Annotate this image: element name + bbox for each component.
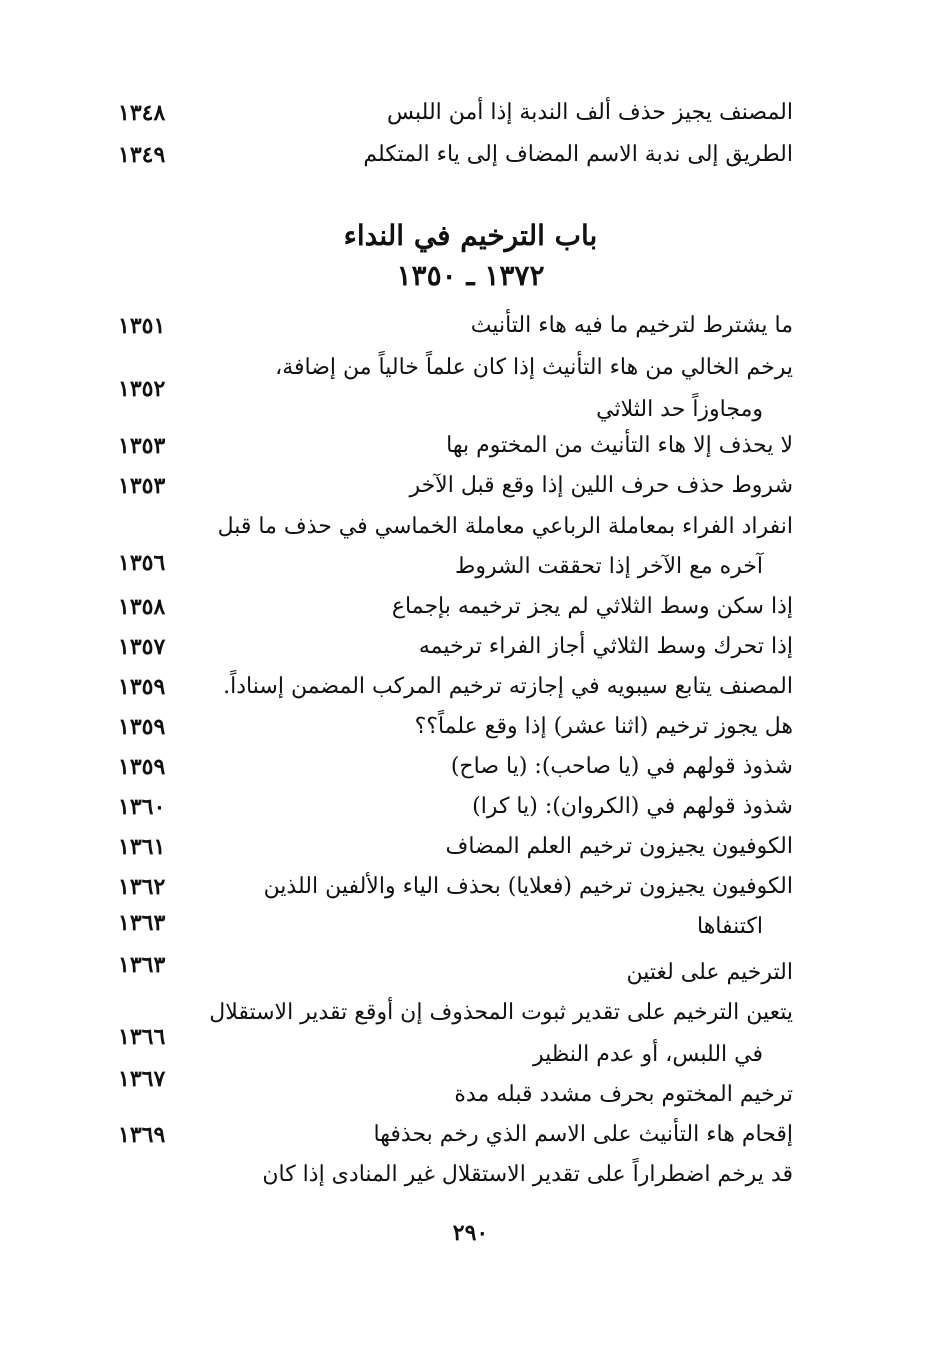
entry-page-number: ١٣٤٨ xyxy=(118,100,166,126)
entry-text: إقحام هاء التأنيث على الاسم الذي رخم بحذفها xyxy=(373,1122,793,1147)
entry-page-number: ١٣٦١ xyxy=(118,834,166,860)
entry-text-continuation: آخره مع الآخر إذا تحققت الشروط xyxy=(455,554,763,579)
entry-page-number: ١٣٥٨ xyxy=(118,594,166,620)
entry-page-number: ١٣٥٩ xyxy=(118,674,166,700)
entry-text: ما يشترط لترخيم ما فيه هاء التأنيث xyxy=(470,313,793,338)
entry-text-continuation: ومجاوزاً حد الثلاثي xyxy=(596,397,763,422)
entry-text: شروط حذف حرف اللين إذا وقع قبل الآخر xyxy=(409,473,793,498)
entry-text: الكوفيون يجيزون ترخيم العلم المضاف xyxy=(445,834,793,859)
entry-page-number: ١٣٦٣ xyxy=(118,910,166,936)
entry-text-continuation: في اللبس، أو عدم النظير xyxy=(532,1042,763,1067)
entry-page-number: ١٣٤٩ xyxy=(118,142,166,168)
entry-text: لا يحذف إلا هاء التأنيث من المختوم بها xyxy=(446,433,793,458)
entry-page-number: ١٣٦٣ xyxy=(118,952,166,978)
entry-text: المصنف يتابع سيبويه في إجازته ترخيم المركب المضمن إسناداً. xyxy=(223,674,793,699)
entry-page-number: ١٣٥٣ xyxy=(118,473,166,499)
entry-page-number: ١٣٦٩ xyxy=(118,1122,166,1148)
entry-page-number: ١٣٥٧ xyxy=(118,634,166,660)
entry-page-number: ١٣٥٦ xyxy=(118,550,166,576)
page-number: ٢٩٠ xyxy=(452,1220,489,1246)
chapter-page-range: ١٣٧٢ ـ ١٣٥٠ xyxy=(396,259,545,292)
entry-text: قد يرخم اضطراراً على تقدير الاستقلال غير المنادى إذا كان xyxy=(262,1162,793,1187)
entry-text: يتعين الترخيم على تقدير ثبوت المحذوف إن أوقع تقدير الاستقلال xyxy=(209,1000,793,1025)
entry-text: يرخم الخالي من هاء التأنيث إذا كان علماً خالياً من إضافة، xyxy=(275,355,793,380)
entry-text: هل يجوز ترخيم (اثنا عشر) إذا وقع علماً؟؟ xyxy=(414,714,793,739)
entry-page-number: ١٣٥٢ xyxy=(118,376,166,402)
entry-text: الطريق إلى ندبة الاسم المضاف إلى ياء المتكلم xyxy=(363,142,793,167)
entry-text: شذوذ قولهم في (الكروان): (يا كرا) xyxy=(472,794,793,819)
entry-page-number: ١٣٦٢ xyxy=(118,874,166,900)
entry-text: إذا سكن وسط الثلاثي لم يجز ترخيمه بإجماع xyxy=(391,594,793,619)
entry-page-number: ١٣٦٧ xyxy=(118,1066,166,1092)
chapter-title: باب الترخيم في النداء xyxy=(343,219,598,252)
entry-page-number: ١٣٥١ xyxy=(118,313,166,339)
entry-page-number: ١٣٥٣ xyxy=(118,433,166,459)
entry-text-continuation: اكتنفاها xyxy=(697,914,763,939)
entry-text: شذوذ قولهم في (يا صاحب): (يا صاح) xyxy=(450,754,793,779)
entry-page-number: ١٣٥٩ xyxy=(118,754,166,780)
entry-page-number: ١٣٥٩ xyxy=(118,714,166,740)
entry-text: انفراد الفراء بمعاملة الرباعي معاملة الخماسي في حذف ما قبل xyxy=(217,514,793,539)
entry-text: المصنف يجيز حذف ألف الندبة إذا أمن اللبس xyxy=(387,100,793,125)
entry-text: ترخيم المختوم بحرف مشدد قبله مدة xyxy=(454,1082,793,1107)
entry-text: الكوفيون يجيزون ترخيم (فعلايا) بحذف الياء والألفين اللذين xyxy=(263,874,793,899)
entry-page-number: ١٣٦٠ xyxy=(118,794,166,820)
entry-text: الترخيم على لغتين xyxy=(626,960,793,985)
entry-text: إذا تحرك وسط الثلاثي أجاز الفراء ترخيمه xyxy=(418,634,793,659)
entry-page-number: ١٣٦٦ xyxy=(118,1024,166,1050)
